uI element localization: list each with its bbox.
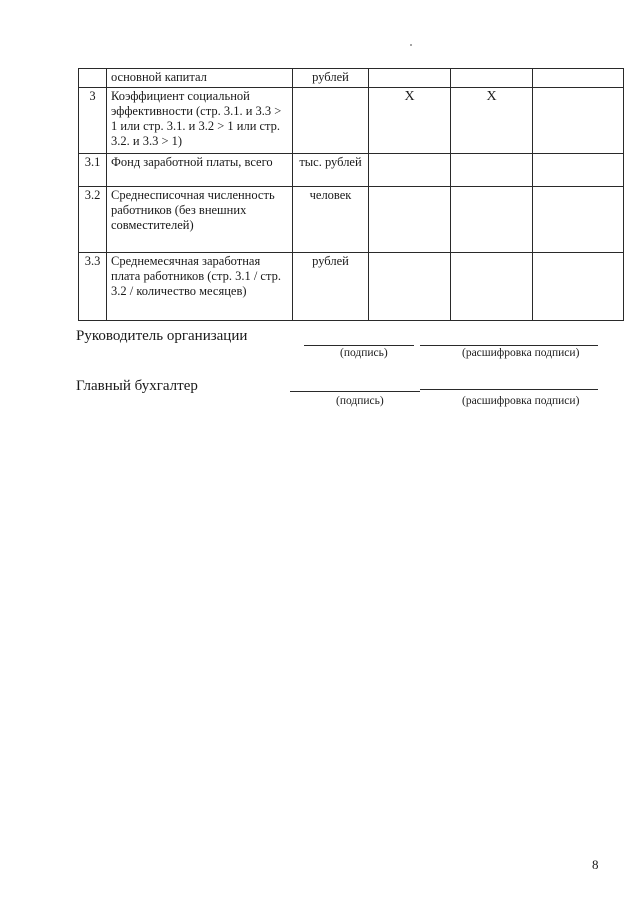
- value-cell: [533, 69, 624, 88]
- row-number: 3.1: [79, 154, 107, 187]
- value-cell: [451, 154, 533, 187]
- accountant-signature-line: [290, 391, 420, 392]
- value-cell: [533, 253, 624, 321]
- table-row: [79, 187, 624, 253]
- unit-cell: [293, 88, 369, 154]
- head-of-organization-label: Руководитель организации: [76, 328, 248, 344]
- indicator-name: основной капитал: [107, 69, 293, 88]
- head-decoding-line: [420, 345, 598, 346]
- row-number: 3: [79, 88, 107, 154]
- value-cell: [369, 253, 451, 321]
- row-number: 3.3: [79, 253, 107, 321]
- indicator-name: Коэффициент социальной эффективности (стр. 3.1. и 3.3 > 1 или стр. 3.1. и 3.2 > 1 или стр. 3.2. и 3.3 > 1): [107, 88, 293, 154]
- chief-accountant-label: Главный бухгалтер: [76, 378, 198, 394]
- value-cell: [369, 69, 451, 88]
- value-cell: [451, 69, 533, 88]
- indicators-table: [78, 68, 624, 321]
- row-number: 3.2: [79, 187, 107, 253]
- accountant-decoding-line: [420, 389, 598, 390]
- value-cell: [369, 187, 451, 253]
- unit-cell: человек: [293, 187, 369, 253]
- accountant-decoding-caption: (расшифровка подписи): [462, 395, 580, 407]
- value-cell-x-mark: X: [369, 88, 451, 154]
- head-decoding-caption: (расшифровка подписи): [462, 347, 580, 359]
- value-cell: [369, 154, 451, 187]
- scan-speck: [410, 44, 412, 46]
- table-row: [79, 154, 624, 187]
- page-number: 8: [592, 857, 599, 872]
- value-cell: [533, 88, 624, 154]
- value-cell: [533, 154, 624, 187]
- unit-cell: рублей: [293, 253, 369, 321]
- value-cell: [451, 253, 533, 321]
- accountant-signature-caption: (подпись): [336, 395, 384, 407]
- head-signature-line: [304, 345, 414, 346]
- value-cell-x-mark: X: [451, 88, 533, 154]
- row-number: [79, 69, 107, 88]
- value-cell: [533, 187, 624, 253]
- value-cell: [451, 187, 533, 253]
- indicator-name: Фонд заработной платы, всего: [107, 154, 293, 187]
- table-row: [79, 253, 624, 321]
- head-signature-caption: (подпись): [340, 347, 388, 359]
- indicator-name: Среднесписочная численность работников (без внешних совместителей): [107, 187, 293, 253]
- indicator-name: Среднемесячная заработная плата работников (стр. 3.1 / стр. 3.2 / количество месяцев): [107, 253, 293, 321]
- unit-cell: тыс. рублей: [293, 154, 369, 187]
- table-row: [79, 88, 624, 154]
- table-row: [79, 69, 624, 88]
- unit-cell: рублей: [293, 69, 369, 88]
